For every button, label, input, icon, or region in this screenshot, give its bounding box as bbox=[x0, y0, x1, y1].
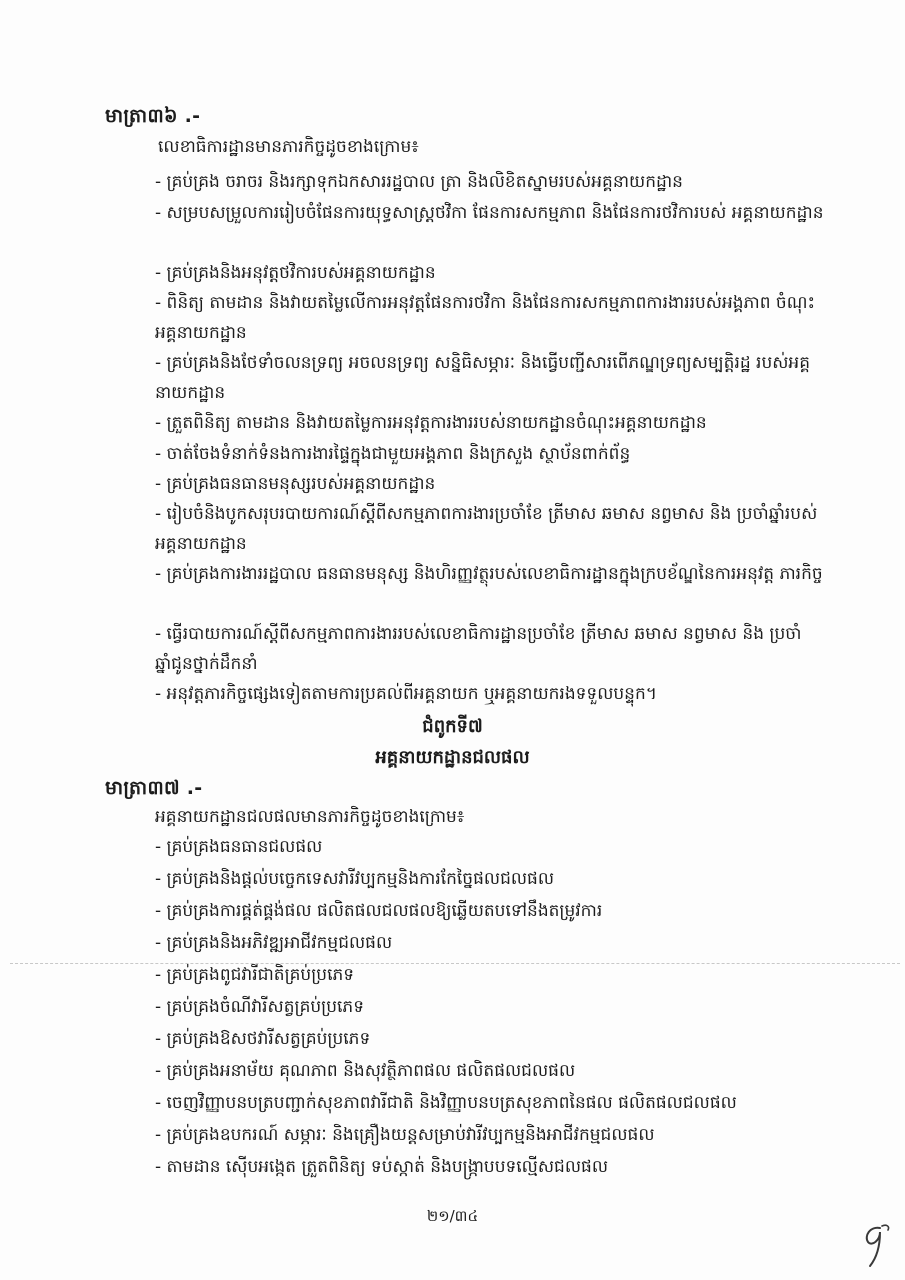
list-item: - គ្រប់គ្រងអនាម័យ គុណភាព និងសុវត្ថិភាពផល ផលិតផលជលផល bbox=[155, 1061, 576, 1081]
list-item: - ធ្វើរបាយការណ៍ស្តីពីសកម្មភាពការងាររបស់លេខាធិការដ្ឋានប្រចាំខែ ត្រីមាស ឆមាស នព្វមាស និង ប្រចាំឆ្នាំជូនថ្នាក់ដឹកនាំ bbox=[155, 624, 802, 674]
list-item: - គ្រប់គ្រងការងាររដ្ឋបាល ធនធានមនុស្ស និងហិរញ្ញវត្ថុរបស់លេខាធិការដ្ឋានក្នុងក្របខ័ណ្ឌនៃការអនុវត្ត ភារកិច្ច bbox=[155, 564, 823, 584]
list-item: - គ្រប់គ្រង ចរាចរ និងរក្សាទុកឯកសាររដ្ឋបាល ត្រា និងលិខិតស្នាមរបស់អគ្គនាយកដ្ឋាន bbox=[155, 172, 683, 192]
article-36-title: មាត្រា៣៦ .- bbox=[105, 105, 201, 127]
list-item: - សម្របសម្រួលការរៀបចំផែនការយុទ្ធសាស្ត្រថវិកា ផែនការសកម្មភាព និងផែនការថវិការបស់ អគ្គនាយកដ្ឋាន bbox=[155, 203, 824, 223]
list-item: - ចាត់ចែងទំនាក់ទំនងការងារផ្ទៃក្នុងជាមួយអង្គភាព និងក្រសួង ស្ថាប័នពាក់ព័ន្ធ bbox=[155, 444, 631, 464]
list-item: - គ្រប់គ្រងនិងផ្តល់បច្ចេកទេសវារីវប្បកម្មនិងការកែច្នៃផលជលផល bbox=[155, 869, 555, 889]
list-item: - តាមដាន ស៊ើបអង្កេត ត្រួតពិនិត្យ ទប់ស្កាត់ និងបង្ក្រាបបទល្មើសជលផល bbox=[155, 1157, 609, 1177]
list-item: - អនុវត្តភារកិច្ចផ្សេងទៀតតាមការប្រគល់ពីអគ្គនាយក ឬអគ្គនាយករងទទួលបន្ទុក។ bbox=[155, 684, 657, 704]
chapter-title: អគ្គនាយកដ្ឋានជលផល bbox=[375, 747, 530, 768]
scan-artifact-line bbox=[10, 963, 900, 964]
list-item: - ពិនិត្យ តាមដាន និងវាយតម្លៃលើការអនុវត្តផែនការថវិកា និងផែនការសកម្មភាពការងាររបស់អង្គភាព ចំណុះអគ្គនាយកដ្ឋាន bbox=[155, 293, 815, 343]
list-item: - គ្រប់គ្រងឱសថវារីសត្វគ្រប់ប្រភេទ bbox=[155, 1029, 371, 1049]
list-item: - គ្រប់គ្រងធនធានមនុស្សរបស់អគ្គនាយកដ្ឋាន bbox=[155, 474, 436, 494]
list-item: - រៀបចំនិងបូកសរុបរបាយការណ៍ស្តីពីសកម្មភាពការងារប្រចាំខែ ត្រីមាស ឆមាស នព្វមាស និង ប្រចាំឆ្នាំរបស់អគ្គនាយកដ្ឋាន bbox=[155, 504, 818, 554]
article-37-intro: អគ្គនាយកដ្ឋានជលផលមានភារកិច្ចដូចខាងក្រោម៖ bbox=[155, 807, 465, 827]
list-item: - គ្រប់គ្រងធនធានជលផល bbox=[155, 837, 323, 857]
list-item: - គ្រប់គ្រងនិងអភិវឌ្ឍអាជីវកម្មជលផល bbox=[155, 933, 393, 953]
list-item: - គ្រប់គ្រងពូជវារីជាតិគ្រប់ប្រភេទ bbox=[155, 965, 355, 985]
handwritten-initial-icon bbox=[858, 1222, 894, 1270]
list-item: - គ្រប់គ្រងចំណីវារីសត្វគ្រប់ប្រភេទ bbox=[155, 997, 365, 1017]
list-item: - គ្រប់គ្រងឧបករណ៍ សម្ភារៈ និងគ្រឿងយន្តសម្រាប់វារីវប្បកម្មនិងអាជីវកម្មជលផល bbox=[155, 1125, 655, 1145]
list-item: - ចេញវិញ្ញាបនបត្របញ្ជាក់សុខភាពវារីជាតិ និងវិញ្ញាបនបត្រសុខភាពនៃផល ផលិតផលជលផល bbox=[155, 1093, 737, 1113]
list-item: - ត្រួតពិនិត្យ តាមដាន និងវាយតម្លៃការអនុវត្តការងាររបស់នាយកដ្ឋានចំណុះអគ្គនាយកដ្ឋាន bbox=[155, 413, 707, 433]
page-number: ២១/៣៤ bbox=[426, 1207, 479, 1225]
list-item: - គ្រប់គ្រងនិងអនុវត្តថវិការបស់អគ្គនាយកដ្ឋាន bbox=[155, 263, 436, 283]
article-36-intro: លេខាធិការដ្ឋានមានភារកិច្ចដូចខាងក្រោម៖ bbox=[158, 137, 419, 157]
list-item: - គ្រប់គ្រងនិងថែទាំចលនទ្រព្យ អចលនទ្រព្យ សន្និធិសម្ភារៈ និងធ្វើបញ្ជីសារពើភណ្ឌទ្រព្យសម្បត្តិរដ្ឋ របស់អគ្គនាយកដ្ឋាន bbox=[155, 353, 811, 403]
chapter-number: ជំពូកទី៧ bbox=[422, 716, 483, 737]
article-37-title: មាត្រា៣៧ .- bbox=[105, 777, 203, 799]
list-item: - គ្រប់គ្រងការផ្គត់ផ្គង់ផល ផលិតផលជលផលឱ្យឆ្លើយតបទៅនឹងតម្រូវការ bbox=[155, 901, 603, 921]
